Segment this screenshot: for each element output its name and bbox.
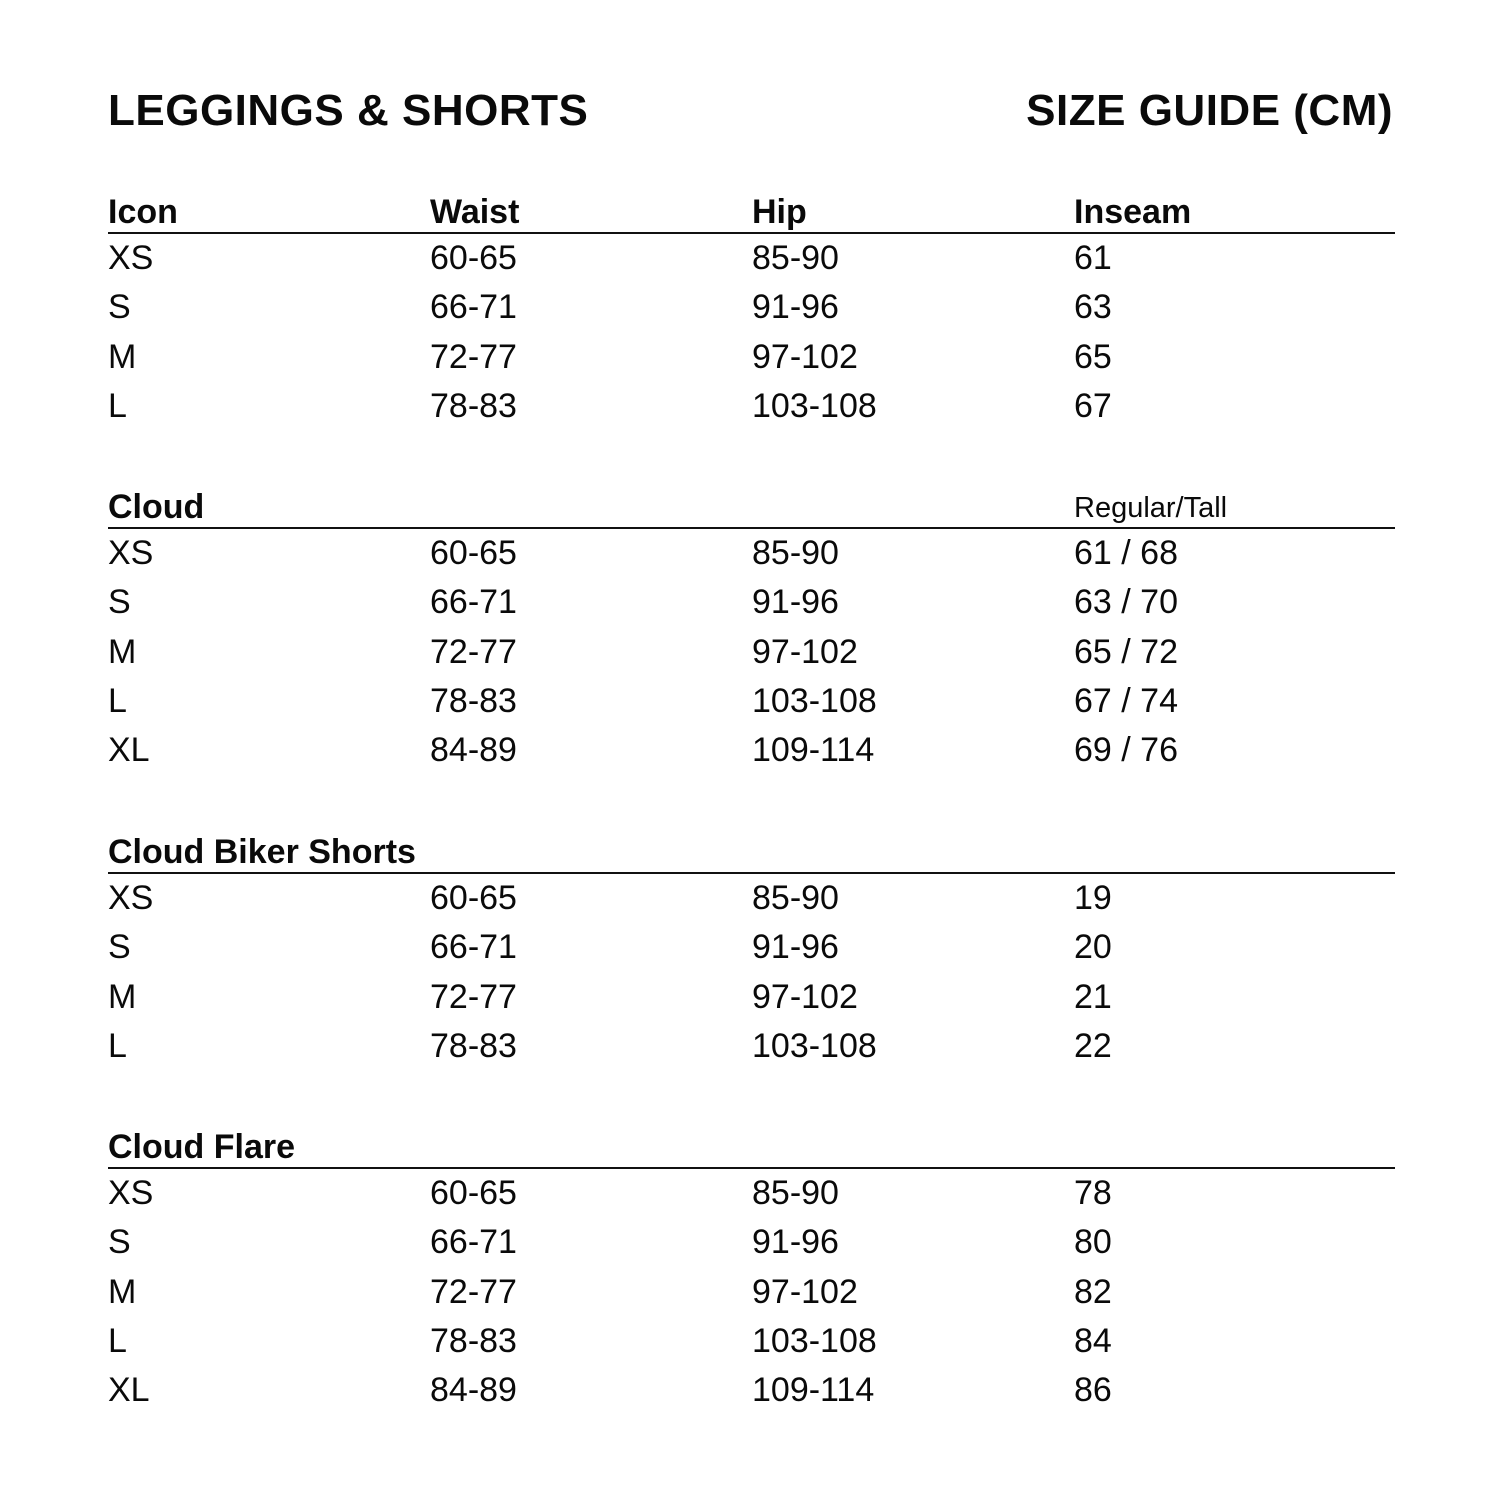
size-cell: S — [108, 1223, 131, 1262]
hip-cell: 97-102 — [752, 977, 858, 1016]
size-cell: M — [108, 632, 137, 671]
hip-cell: 91-96 — [752, 928, 839, 967]
hip-cell: 103-108 — [752, 1322, 877, 1361]
inseam-cell: 22 — [1074, 1027, 1112, 1066]
waist-cell: 60-65 — [430, 534, 517, 573]
waist-cell: 78-83 — [430, 1322, 517, 1361]
table-row — [108, 1218, 1395, 1267]
inseam-cell: 67 / 74 — [1074, 682, 1178, 721]
hip-cell: 85-90 — [752, 1174, 839, 1213]
inseam-cell: 78 — [1074, 1174, 1112, 1213]
waist-cell: 66-71 — [430, 1223, 517, 1262]
section-icon — [108, 191, 1395, 431]
table-row — [108, 677, 1395, 726]
waist-cell: 60-65 — [430, 1174, 517, 1213]
waist-cell: 84-89 — [430, 1371, 517, 1410]
section-title: Cloud — [108, 488, 205, 526]
section-header — [108, 486, 1395, 529]
table-row — [108, 1268, 1395, 1317]
size-cell: XL — [108, 1371, 150, 1410]
table-row — [108, 726, 1395, 775]
hip-cell: 97-102 — [752, 1272, 858, 1311]
waist-cell: 72-77 — [430, 1272, 517, 1311]
size-cell: S — [108, 583, 131, 622]
waist-cell: 78-83 — [430, 387, 517, 426]
section-header — [108, 1126, 1395, 1169]
column-header-inseam-note: Regular/Tall — [1074, 492, 1228, 524]
inseam-cell: 63 / 70 — [1074, 583, 1178, 622]
waist-cell: 60-65 — [430, 879, 517, 918]
size-cell: L — [108, 387, 127, 426]
section-cloud-biker-shorts — [108, 831, 1395, 1071]
waist-cell: 66-71 — [430, 928, 517, 967]
waist-cell: 72-77 — [430, 632, 517, 671]
hip-cell: 103-108 — [752, 387, 877, 426]
waist-cell: 78-83 — [430, 1027, 517, 1066]
size-cell: M — [108, 337, 137, 376]
size-cell: XS — [108, 534, 154, 573]
hip-cell: 103-108 — [752, 1027, 877, 1066]
section-header — [108, 831, 1395, 874]
hip-cell: 91-96 — [752, 1223, 839, 1262]
table-row — [108, 529, 1395, 578]
inseam-cell: 69 / 76 — [1074, 731, 1178, 770]
inseam-cell: 63 — [1074, 288, 1112, 327]
size-cell: M — [108, 977, 137, 1016]
size-cell: L — [108, 1322, 127, 1361]
hip-cell: 103-108 — [752, 682, 877, 721]
inseam-cell: 82 — [1074, 1272, 1112, 1311]
waist-cell: 66-71 — [430, 583, 517, 622]
inseam-cell: 65 — [1074, 337, 1112, 376]
section-title: Icon — [108, 193, 178, 231]
table-row — [108, 333, 1395, 382]
hip-cell: 109-114 — [752, 731, 875, 770]
table-row — [108, 1169, 1395, 1218]
column-header-waist: Waist — [430, 193, 520, 231]
inseam-cell: 61 — [1074, 239, 1112, 278]
page-title: LEGGINGS & SHORTS — [108, 86, 589, 135]
table-row — [108, 283, 1395, 332]
size-cell: XS — [108, 1174, 154, 1213]
hip-cell: 97-102 — [752, 632, 858, 671]
hip-cell: 85-90 — [752, 239, 839, 278]
size-cell: L — [108, 682, 127, 721]
waist-cell: 60-65 — [430, 239, 517, 278]
waist-cell: 72-77 — [430, 337, 517, 376]
hip-cell: 85-90 — [752, 879, 839, 918]
page-subtitle: SIZE GUIDE (CM) — [1026, 86, 1393, 135]
size-cell: XS — [108, 879, 154, 918]
table-row — [108, 1317, 1395, 1366]
inseam-cell: 84 — [1074, 1322, 1112, 1361]
table-row — [108, 1366, 1395, 1415]
table-row — [108, 1022, 1395, 1071]
hip-cell: 91-96 — [752, 583, 839, 622]
table-row — [108, 874, 1395, 923]
waist-cell: 72-77 — [430, 977, 517, 1016]
section-title: Cloud Biker Shorts — [108, 833, 416, 871]
section-header — [108, 191, 1395, 234]
section-title: Cloud Flare — [108, 1128, 296, 1166]
table-row — [108, 234, 1395, 283]
inseam-cell: 61 / 68 — [1074, 534, 1178, 573]
table-row — [108, 973, 1395, 1022]
section-cloud-flare — [108, 1126, 1395, 1415]
inseam-cell: 86 — [1074, 1371, 1112, 1410]
size-cell: S — [108, 928, 131, 967]
table-row — [108, 382, 1395, 431]
hip-cell: 85-90 — [752, 534, 839, 573]
column-header-inseam: Inseam — [1074, 193, 1192, 231]
inseam-cell: 20 — [1074, 928, 1112, 967]
table-row — [108, 923, 1395, 972]
size-cell: S — [108, 288, 131, 327]
hip-cell: 91-96 — [752, 288, 839, 327]
waist-cell: 84-89 — [430, 731, 517, 770]
waist-cell: 66-71 — [430, 288, 517, 327]
hip-cell: 109-114 — [752, 1371, 875, 1410]
table-row — [108, 628, 1395, 677]
size-cell: M — [108, 1272, 137, 1311]
waist-cell: 78-83 — [430, 682, 517, 721]
section-cloud — [108, 486, 1395, 775]
page-header — [108, 86, 1393, 136]
inseam-cell: 19 — [1074, 879, 1112, 918]
table-row — [108, 578, 1395, 627]
size-cell: L — [108, 1027, 127, 1066]
inseam-cell: 21 — [1074, 977, 1112, 1016]
hip-cell: 97-102 — [752, 337, 858, 376]
column-header-hip: Hip — [752, 193, 807, 231]
size-cell: XL — [108, 731, 150, 770]
inseam-cell: 80 — [1074, 1223, 1112, 1262]
inseam-cell: 67 — [1074, 387, 1112, 426]
inseam-cell: 65 / 72 — [1074, 632, 1178, 671]
size-cell: XS — [108, 239, 154, 278]
